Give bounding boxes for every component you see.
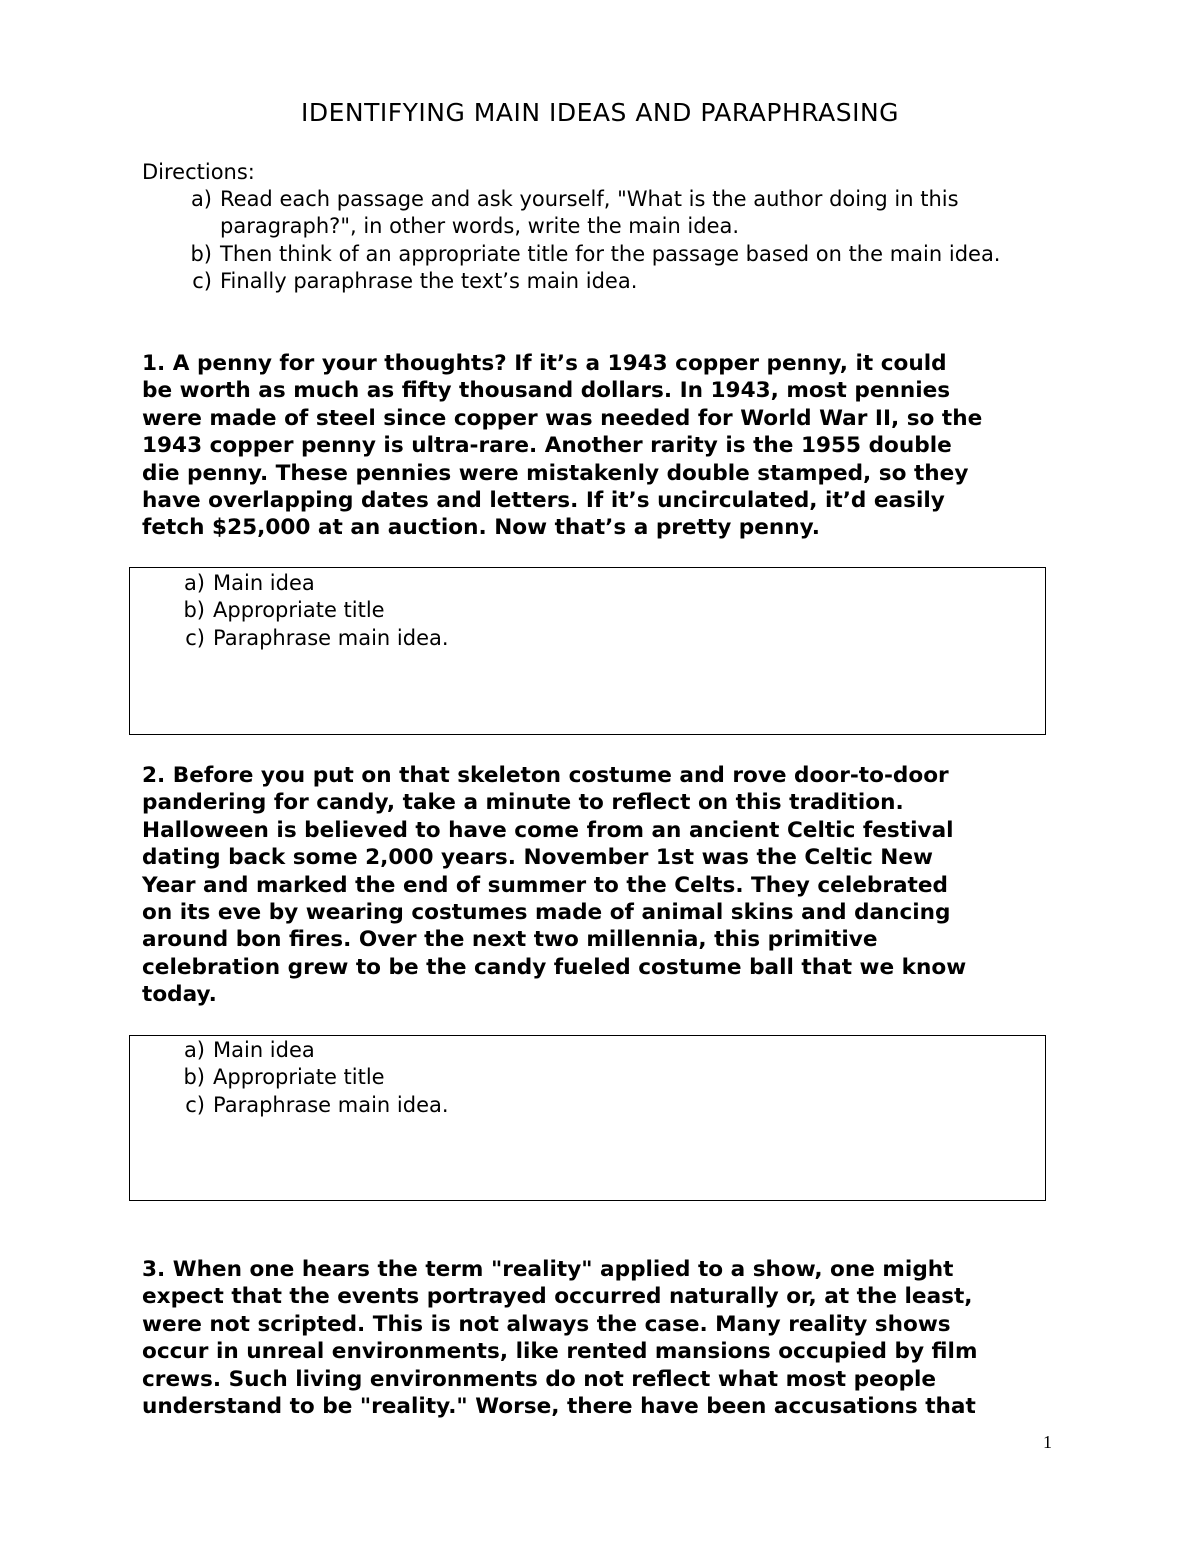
answer-prompt-text: Appropriate title bbox=[213, 1065, 385, 1090]
direction-marker: a) bbox=[190, 187, 212, 211]
passage-line: today. bbox=[142, 982, 217, 1008]
passage-line: occur in unreal environments, like rented mansions occupied by film bbox=[142, 1339, 978, 1365]
passage-line: on its eve by wearing costumes made of animal skins and dancing bbox=[142, 900, 951, 926]
directions-list bbox=[142, 186, 1062, 295]
directions-label: Directions: bbox=[142, 160, 255, 184]
passage-3 bbox=[142, 1256, 1072, 1420]
passage-line: be worth as much as fifty thousand dollars. In 1943, most pennies bbox=[142, 378, 951, 404]
answer-prompt-text: Paraphrase main idea. bbox=[213, 625, 449, 650]
answer-marker: a) bbox=[183, 1038, 205, 1062]
direction-item bbox=[142, 186, 1062, 241]
direction-marker: c) bbox=[192, 268, 212, 293]
passage-1 bbox=[142, 350, 1072, 542]
answer-prompt-text: Paraphrase main idea. bbox=[213, 1092, 449, 1117]
answer-prompt bbox=[130, 1037, 1045, 1064]
answer-marker: c) bbox=[185, 1092, 205, 1117]
answer-box-2[interactable] bbox=[129, 1035, 1046, 1201]
passage-line: Year and marked the end of summer to the Celts. They celebrated bbox=[142, 872, 948, 898]
passage-line: celebration grew to be the candy fueled costume ball that we know bbox=[142, 954, 967, 980]
direction-marker: b) bbox=[190, 241, 212, 266]
passage-line: expect that the events portrayed occurred naturally or, at the least, bbox=[142, 1284, 973, 1310]
passage-line: were not scripted. This is not always the case. Many reality shows bbox=[142, 1311, 951, 1337]
answer-marker: a) bbox=[183, 571, 205, 595]
answer-prompt bbox=[130, 625, 1045, 652]
passage-line: die penny. These pennies were mistakenly double stamped, so they bbox=[142, 460, 969, 486]
passage-line: dating back some 2,000 years. November 1st was the Celtic New bbox=[142, 845, 933, 871]
direction-text: Read each passage and ask yourself, "What is the author doing in this paragraph?", in other words, write the main idea. bbox=[220, 187, 959, 239]
page-number: 1 bbox=[1043, 1432, 1052, 1452]
answer-prompt bbox=[130, 1092, 1045, 1119]
passage-line: have overlapping dates and letters. If it’s uncirculated, it’d easily bbox=[142, 488, 945, 514]
passage-line: understand to be "reality." Worse, there have been accusations that bbox=[142, 1394, 976, 1420]
direction-text: Finally paraphrase the text’s main idea. bbox=[220, 268, 638, 293]
passage-line: crews. Such living environments do not reflect what most people bbox=[142, 1366, 937, 1392]
passage-line: Halloween is believed to have come from an ancient Celtic festival bbox=[142, 817, 954, 843]
passage-line: 2. Before you put on that skeleton costume and rove door-to-door bbox=[142, 763, 949, 788]
answer-marker: b) bbox=[183, 598, 205, 623]
answer-prompt bbox=[130, 570, 1045, 597]
answer-prompt-text: Appropriate title bbox=[213, 598, 385, 623]
answer-prompt bbox=[130, 597, 1045, 624]
answer-prompt-text: Main idea bbox=[213, 1038, 315, 1062]
passage-line: 1943 copper penny is ultra-rare. Another rarity is the 1955 double bbox=[142, 433, 952, 459]
passage-line: fetch $25,000 at an auction. Now that’s a pretty penny. bbox=[142, 515, 820, 541]
page-title: IDENTIFYING MAIN IDEAS AND PARAPHRASING bbox=[300, 98, 900, 127]
direction-item bbox=[142, 268, 1062, 295]
passage-2 bbox=[142, 762, 1072, 1009]
direction-item bbox=[142, 241, 1062, 268]
passage-line: 3. When one hears the term "reality" applied to a show, one might bbox=[142, 1257, 954, 1282]
answer-marker: c) bbox=[185, 625, 205, 650]
answer-box-1[interactable] bbox=[129, 567, 1046, 735]
direction-text: Then think of an appropriate title for the passage based on the main idea. bbox=[220, 241, 1001, 266]
answer-marker: b) bbox=[183, 1065, 205, 1090]
passage-line: were made of steel since copper was needed for World War II, so the bbox=[142, 405, 983, 431]
passage-line: 1. A penny for your thoughts? If it’s a 1943 copper penny, it could bbox=[142, 351, 947, 376]
passage-line: around bon fires. Over the next two millennia, this primitive bbox=[142, 927, 878, 953]
answer-prompt-text: Main idea bbox=[213, 571, 315, 595]
passage-line: pandering for candy, take a minute to reflect on this tradition. bbox=[142, 790, 904, 816]
answer-prompt bbox=[130, 1064, 1045, 1091]
